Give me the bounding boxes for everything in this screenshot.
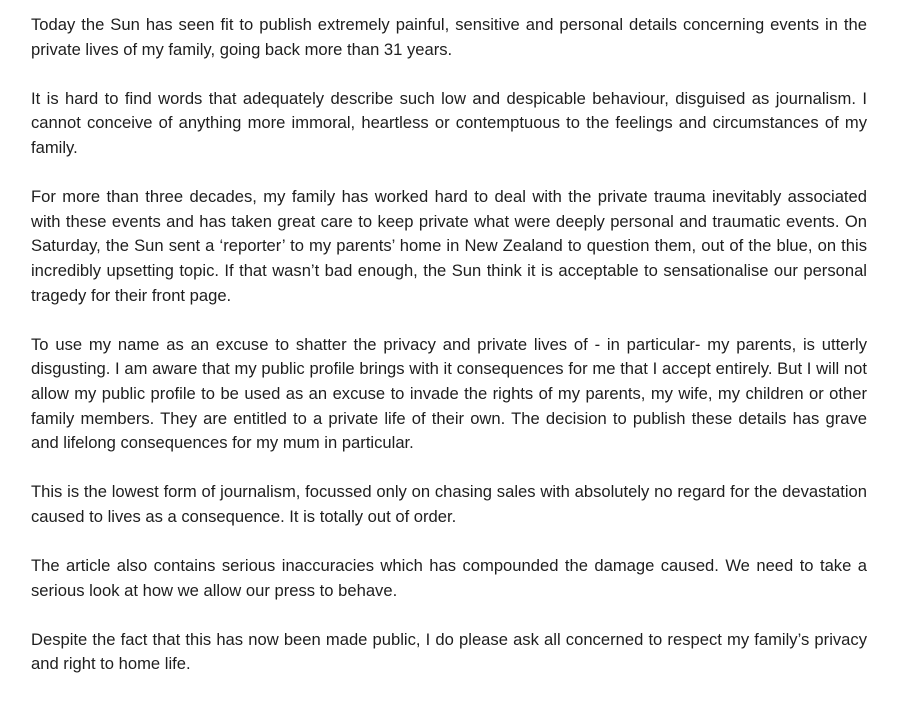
statement-document: [31, 13, 867, 677]
paragraph-3: For more than three decades, my family has worked hard to deal with the private trauma inevitably associated with these events and has taken great care to keep private what were deeply personal and traumatic events. On Saturday, the Sun sent a ‘reporter’ to my parents’ home in New Zealand to question them, out of the blue, on this incredibly upsetting topic. If that wasn’t bad enough, the Sun think it is acceptable to sensationalise our personal tragedy for their front page.: [31, 187, 867, 305]
paragraph-4: To use my name as an excuse to shatter the privacy and private lives of - in particular- my parents, is utterly disgusting. I am aware that my public profile brings with it consequences for me that I accept entirely. But I will not allow my public profile to be used as an excuse to invade the rights of my parents, my wife, my children or other family members. They are entitled to a private life of their own. The decision to publish these details has grave and lifelong consequences for my mum in particular.: [31, 334, 867, 453]
paragraph-7: Despite the fact that this has now been made public, I do please ask all concerned to respect my family’s privacy and right to home life.: [31, 629, 867, 674]
paragraph-5: This is the lowest form of journalism, focussed only on chasing sales with absolutely no regard for the devastation caused to lives as a consequence. It is totally out of order.: [31, 482, 867, 526]
paragraph-1: Today the Sun has seen fit to publish extremely painful, sensitive and personal details concerning events in the private lives of my family, going back more than 31 years.: [31, 15, 867, 59]
paragraph-6: The article also contains serious inaccuracies which has compounded the damage caused. We need to take a serious look at how we allow our press to behave.: [31, 556, 867, 600]
paragraph-2: It is hard to find words that adequately describe such low and despicable behaviour, disguised as journalism. I cannot conceive of anything more immoral, heartless or contemptuous to the feelings and circumstances of my family.: [31, 88, 867, 157]
